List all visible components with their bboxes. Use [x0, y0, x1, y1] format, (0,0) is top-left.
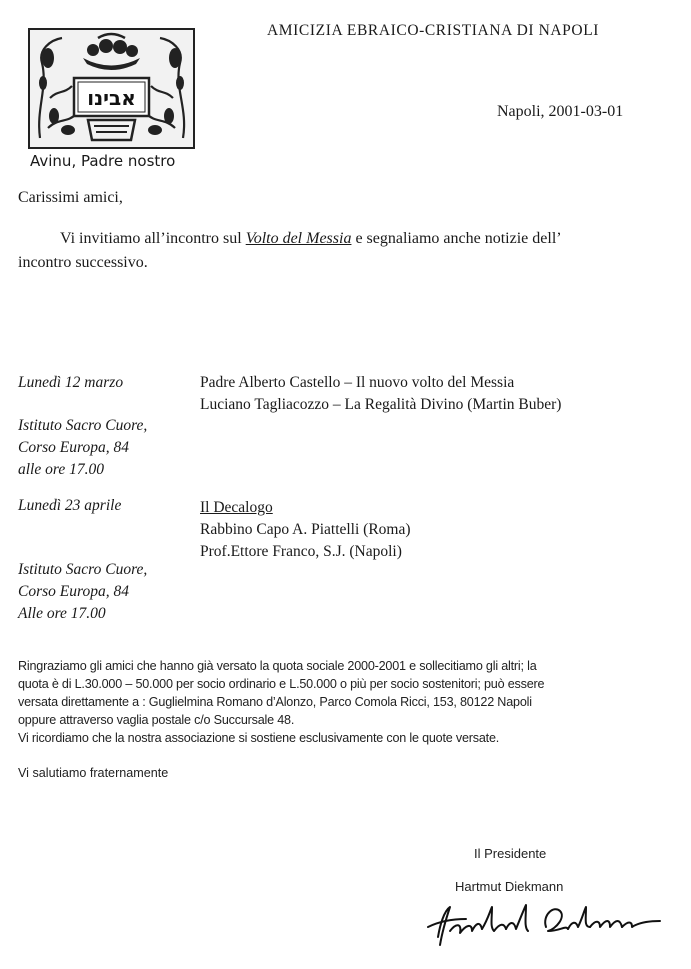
intro-line-2: incontro successivo.	[18, 254, 148, 271]
letter-date: Napoli, 2001-03-01	[497, 103, 624, 120]
notice-line-4: oppure attraverso vaglia postale c/o Succursale 48.	[18, 713, 295, 727]
event-1-talks	[200, 372, 561, 416]
event-2-talks	[200, 497, 411, 563]
notice-line-1: Ringraziamo gli amici che hanno già versato la quota sociale 2000-2001 e sollecitiamo gli altri; la	[18, 659, 537, 673]
event-1-time: alle ore 17.00	[18, 461, 104, 478]
notice-line-5: Vi ricordiamo che la nostra associazione si sostiene esclusivamente con le quote versate.	[18, 731, 500, 745]
organization-name: AMICIZIA EBRAICO-CRISTIANA DI NAPOLI	[267, 22, 600, 39]
intro-text-after: e segnaliamo anche notizie dell’	[351, 230, 562, 247]
handwritten-signature	[420, 897, 665, 952]
event-1-venue: Istituto Sacro Cuore,	[18, 417, 148, 434]
signatory-role: Il Presidente	[474, 846, 547, 861]
membership-notice	[18, 657, 544, 747]
event-1-address: Corso Europa, 84	[18, 439, 129, 456]
event-1-location	[18, 415, 147, 481]
event-1-talk-2: Luciano Tagliacozzo – La Regalità Divino (Martin Buber)	[200, 396, 562, 413]
notice-line-2: quota è di L.30.000 – 50.000 per socio ordinario e L.50.000 o più per socio sostenitori; può essere	[18, 677, 545, 691]
greeting: Carissimi amici,	[18, 189, 123, 206]
event-2-talk-2: Prof.Ettore Franco, S.J. (Napoli)	[200, 543, 402, 560]
logo-hebrew-text: אבינו	[87, 86, 136, 110]
intro-topic-link: Volto del Messia	[245, 230, 352, 247]
event-2-time: Alle ore 17.00	[18, 605, 106, 622]
event-2-venue: Istituto Sacro Cuore,	[18, 561, 148, 578]
logo-emblem-icon	[28, 28, 195, 149]
intro-text-before: Vi invitiamo all’incontro sul	[60, 230, 246, 247]
event-2-talk-1: Rabbino Capo A. Piattelli (Roma)	[200, 521, 411, 538]
logo	[28, 28, 195, 149]
event-1-talk-1: Padre Alberto Castello – Il nuovo volto del Messia	[200, 374, 515, 391]
event-2-location	[18, 559, 147, 625]
event-2-title: Il Decalogo	[200, 499, 273, 516]
intro-line-1	[60, 230, 562, 248]
signatory-name: Hartmut Diekmann	[455, 879, 564, 894]
event-2-date: Lunedì 23 aprile	[18, 497, 122, 514]
logo-caption: Avinu, Padre nostro	[30, 152, 176, 170]
signature-scribble-icon	[420, 897, 665, 952]
notice-line-3: versata direttamente a : Guglielmina Romano d’Alonzo, Parco Comola Ricci, 153, 80122 Napoli	[18, 695, 532, 709]
event-1-date: Lunedì 12 marzo	[18, 374, 124, 391]
event-2-address: Corso Europa, 84	[18, 583, 129, 600]
closing: Vi salutiamo fraternamente	[18, 766, 169, 780]
